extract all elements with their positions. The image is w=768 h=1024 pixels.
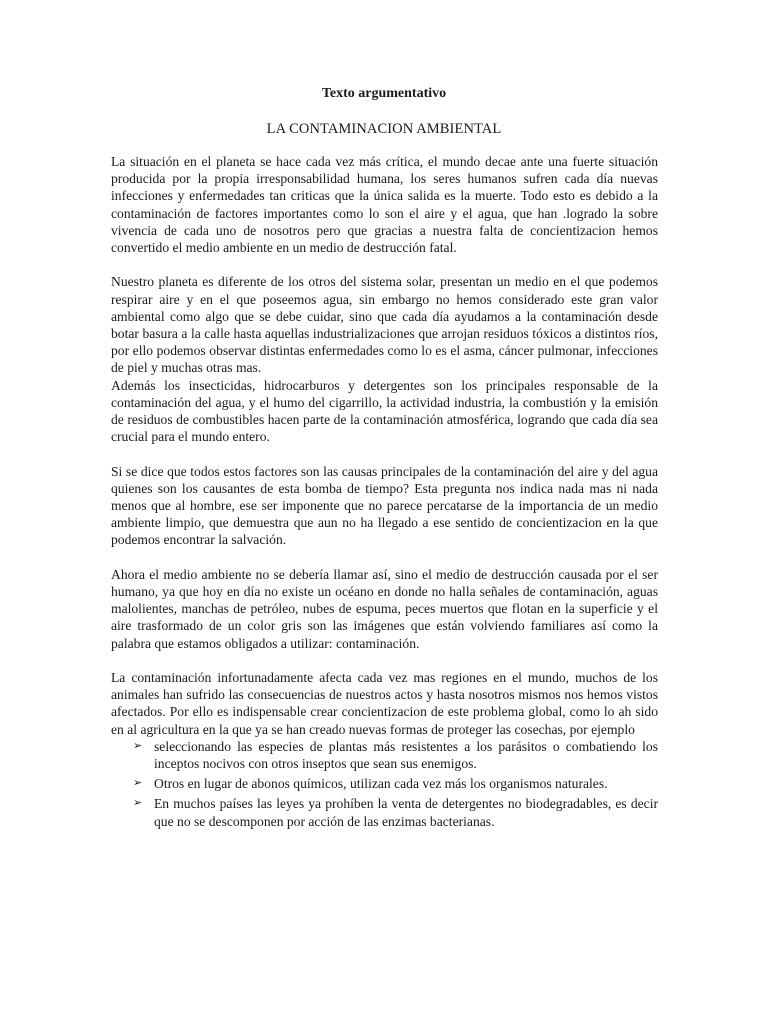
list-item (131, 775, 658, 792)
arrow-bullet-icon: ➢ (133, 777, 143, 790)
arrow-bullet-icon: ➢ (133, 797, 143, 810)
list-item-text: En muchos países las leyes ya prohíben la venta de detergentes no biodegradables, es decir que no se descomponen por acción de las enzimas bacterianas. (154, 796, 658, 829)
list-item (131, 738, 658, 772)
arrow-bullet-icon: ➢ (133, 739, 143, 752)
list-item-text: Otros en lugar de abonos químicos, utilizan cada vez más los organismos naturales. (154, 776, 608, 792)
list-item (131, 795, 658, 829)
paragraph: Además los insecticidas, hidrocarburos y detergentes son los principales responsable de la contaminación del agua, y el humo del cigarrillo, la actividad industria, la combustión y la emisión de residuos de combustibles hacen parte de la contaminación atmosférica, logrando que cada día sea crucial para el mundo entero. (111, 377, 658, 445)
paragraph: La situación en el planeta se hace cada vez más crítica, el mundo decae ante una fuerte situación producida por la propia irresponsabilidad humana, los seres humanos sufren cada día nuevas infecciones y enfermedades tan criticas que la única salida es la muerte. Todo esto es debido a la contaminación de factores importantes como lo son el aire y el agua, que han .logrado la sobre vivencia de cada uno de nosotros pero que gracias a nuestra falta de concientizacion hemos convertido el medio ambiente en un medio de destrucción fatal. (111, 154, 658, 256)
document-subtitle: LA CONTAMINACION AMBIENTAL (266, 121, 502, 137)
bullet-list (111, 738, 658, 830)
paragraph: La contaminación infortunadamente afecta cada vez mas regiones en el mundo, muchos de los animales han sufrido las consecuencias de nuestros actos y hasta nosotros mismos nos hemos vistos afectados. Por ello es indispensable crear concientizacion de este problema global, como lo ah sido en al agricultura en la que ya se han creado nuevas formas de proteger las cosechas, por ejemplo (111, 670, 658, 737)
paragraph: Ahora el medio ambiente no se debería llamar así, sino el medio de destrucción causada por el ser humano, ya que hoy en día no existe un océano en donde no halla señales de contaminación, aguas malolientes, manchas de petróleo, nubes de espuma, peces muertos que flotan en la superficie y el aire trasformado de un color gris son las imágenes que están volviendo familiares así como la palabra que estamos obligados a utilizar: contaminación. (111, 566, 658, 651)
list-item-text: seleccionando las especies de plantas más resistentes a los parásitos o combatiendo los inceptos nocivos con otros inseptos que sean sus enemigos. (154, 738, 658, 772)
paragraph: Si se dice que todos estos factores son las causas principales de la contaminación del aire y del agua quienes son los causantes de esta bomba de tiempo? Esta pregunta nos indica nada mas ni nada menos que al hombre, ese ser imponente que no parece percatarse de la importancia de un medio ambiente limpio, que demuestra que aun no ha llegado a ese sentido de concientizacion en la que podemos encontrar la salvación. (111, 463, 658, 548)
paragraph: Nuestro planeta es diferente de los otros del sistema solar, presentan un medio en el que podemos respirar aire y en el que poseemos agua, sin embargo no hemos considerado este gran valor ambiental como algo que se debe cuidar, sino que cada día ayudamos a la contaminación desde botar basura a la calle hasta aquellas industrializaciones que arrojan residuos tóxicos a distintos ríos, por ello podemos observar distintas enfermedades como lo es el asma, cáncer pulmonar, infecciones de piel y muchas otras mas. (111, 274, 658, 376)
document-title: Texto argumentativo (321, 86, 447, 101)
document-body (111, 153, 658, 833)
